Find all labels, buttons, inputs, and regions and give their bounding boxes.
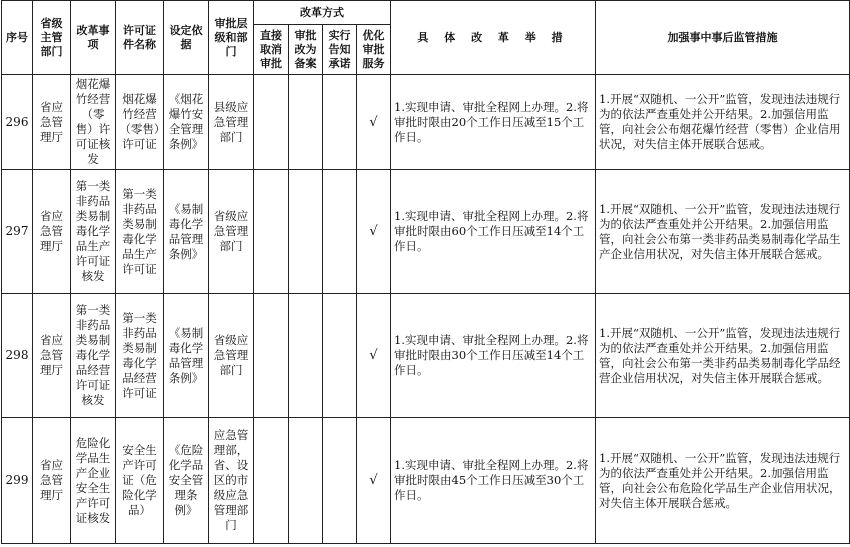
header-mode-filing: 审批改为备案 bbox=[289, 25, 323, 75]
row-dept: 省应急管理厅 bbox=[33, 294, 71, 418]
row-mode-cancel bbox=[254, 75, 289, 170]
header-mode-cancel: 直接取消审批 bbox=[254, 25, 289, 75]
header-license: 许可证件名称 bbox=[116, 1, 164, 75]
row-item: 第一类非药品类易制毒化学品生产许可证核发 bbox=[71, 170, 116, 294]
row-mode-commitment bbox=[323, 294, 357, 418]
row-mode-filing bbox=[289, 294, 323, 418]
row-level: 县级应急管理部门 bbox=[209, 75, 254, 170]
row-seq: 298 bbox=[2, 294, 33, 418]
header-mode-optimize: 优化审批服务 bbox=[357, 25, 391, 75]
table-row bbox=[2, 418, 850, 544]
row-basis: 《易制毒化学品管理条例》 bbox=[164, 170, 209, 294]
header-dept: 省级主管部门 bbox=[33, 1, 71, 75]
row-level: 省级应急管理部门 bbox=[209, 170, 254, 294]
row-supervision: 1.开展“双随机、一公开”监管，发现违法违规行为的依法严查重处并公开结果。2.加强信用监管，向社会公布烟花爆竹经营（零售）企业信用状况，对失信主体开展联合惩戒。 bbox=[596, 75, 850, 170]
header-measures: 具 体 改 革 举 措 bbox=[391, 1, 596, 75]
table-row bbox=[2, 170, 850, 294]
row-level: 省级应急管理部门 bbox=[209, 294, 254, 418]
table-row bbox=[2, 75, 850, 170]
row-mode-commitment bbox=[323, 75, 357, 170]
table-row bbox=[2, 294, 850, 418]
row-seq: 297 bbox=[2, 170, 33, 294]
row-item: 危险化学品生产企业安全生产许可证核发 bbox=[71, 418, 116, 544]
reform-table bbox=[1, 0, 850, 544]
row-mode-optimize: √ bbox=[357, 170, 391, 294]
header-level: 审批层级和部门 bbox=[209, 1, 254, 75]
row-license: 第一类非药品类易制毒化学品生产许可证 bbox=[116, 170, 164, 294]
row-level: 应急管理部，省、设区的市级应急管理部门 bbox=[209, 418, 254, 544]
row-basis: 《易制毒化学品管理条例》 bbox=[164, 294, 209, 418]
row-dept: 省应急管理厅 bbox=[33, 75, 71, 170]
row-mode-commitment bbox=[323, 170, 357, 294]
row-dept: 省应急管理厅 bbox=[33, 418, 71, 544]
row-basis: 《危险化学品安全管理条例》 bbox=[164, 418, 209, 544]
row-mode-commitment bbox=[323, 418, 357, 544]
header-seq: 序号 bbox=[2, 1, 33, 75]
row-mode-filing bbox=[289, 75, 323, 170]
row-mode-optimize: √ bbox=[357, 418, 391, 544]
row-item: 烟花爆竹经营（零售）许可证核发 bbox=[71, 75, 116, 170]
row-basis: 《烟花爆竹安全管理条例》 bbox=[164, 75, 209, 170]
row-dept: 省应急管理厅 bbox=[33, 170, 71, 294]
header-basis: 设定依据 bbox=[164, 1, 209, 75]
row-mode-optimize: √ bbox=[357, 75, 391, 170]
row-seq: 299 bbox=[2, 418, 33, 544]
row-supervision: 1.开展“双随机、一公开”监管，发现违法违规行为的依法严查重处并公开结果。2.加强信用监管，向社会公布第一类非药品类易制毒化学品生产企业信用状况，对失信主体开展联合惩戒。 bbox=[596, 170, 850, 294]
row-mode-optimize: √ bbox=[357, 294, 391, 418]
header-item: 改革事项 bbox=[71, 1, 116, 75]
row-license: 安全生产许可证（危险化学品） bbox=[116, 418, 164, 544]
row-mode-filing bbox=[289, 418, 323, 544]
header-mode-commitment: 实行告知承诺 bbox=[323, 25, 357, 75]
row-measures: 1.实现申请、审批全程网上办理。2.将审批时限由60个工作日压减至14个工作日。 bbox=[391, 170, 596, 294]
row-measures: 1.实现申请、审批全程网上办理。2.将审批时限由30个工作日压减至14个工作日。 bbox=[391, 294, 596, 418]
row-mode-cancel bbox=[254, 170, 289, 294]
row-mode-cancel bbox=[254, 418, 289, 544]
row-measures: 1.实现申请、审批全程网上办理。2.将审批时限由45个工作日压减至30个工作日。 bbox=[391, 418, 596, 544]
row-license: 烟花爆竹经营（零售）许可证 bbox=[116, 75, 164, 170]
row-mode-cancel bbox=[254, 294, 289, 418]
row-mode-filing bbox=[289, 170, 323, 294]
header-supervision: 加强事中事后监管措施 bbox=[596, 1, 850, 75]
row-supervision: 1.开展“双随机、一公开”监管，发现违法违规行为的依法严查重处并公开结果。2.加强信用监管，向社会公布危险化学品生产企业信用状况，对失信主体开展联合惩戒。 bbox=[596, 418, 850, 544]
header-reform-mode: 改革方式 bbox=[254, 1, 391, 25]
row-supervision: 1.开展“双随机、一公开”监管，发现违法违规行为的依法严查重处并公开结果。2.加强信用监管，向社会公布第一类非药品类易制毒化学品经营企业信用状况，对失信主体开展联合惩戒。 bbox=[596, 294, 850, 418]
row-license: 第一类非药品类易制毒化学品经营许可证 bbox=[116, 294, 164, 418]
row-measures: 1.实现申请、审批全程网上办理。2.将审批时限由20个工作日压减至15个工作日。 bbox=[391, 75, 596, 170]
row-item: 第一类非药品类易制毒化学品经营许可证核发 bbox=[71, 294, 116, 418]
row-seq: 296 bbox=[2, 75, 33, 170]
